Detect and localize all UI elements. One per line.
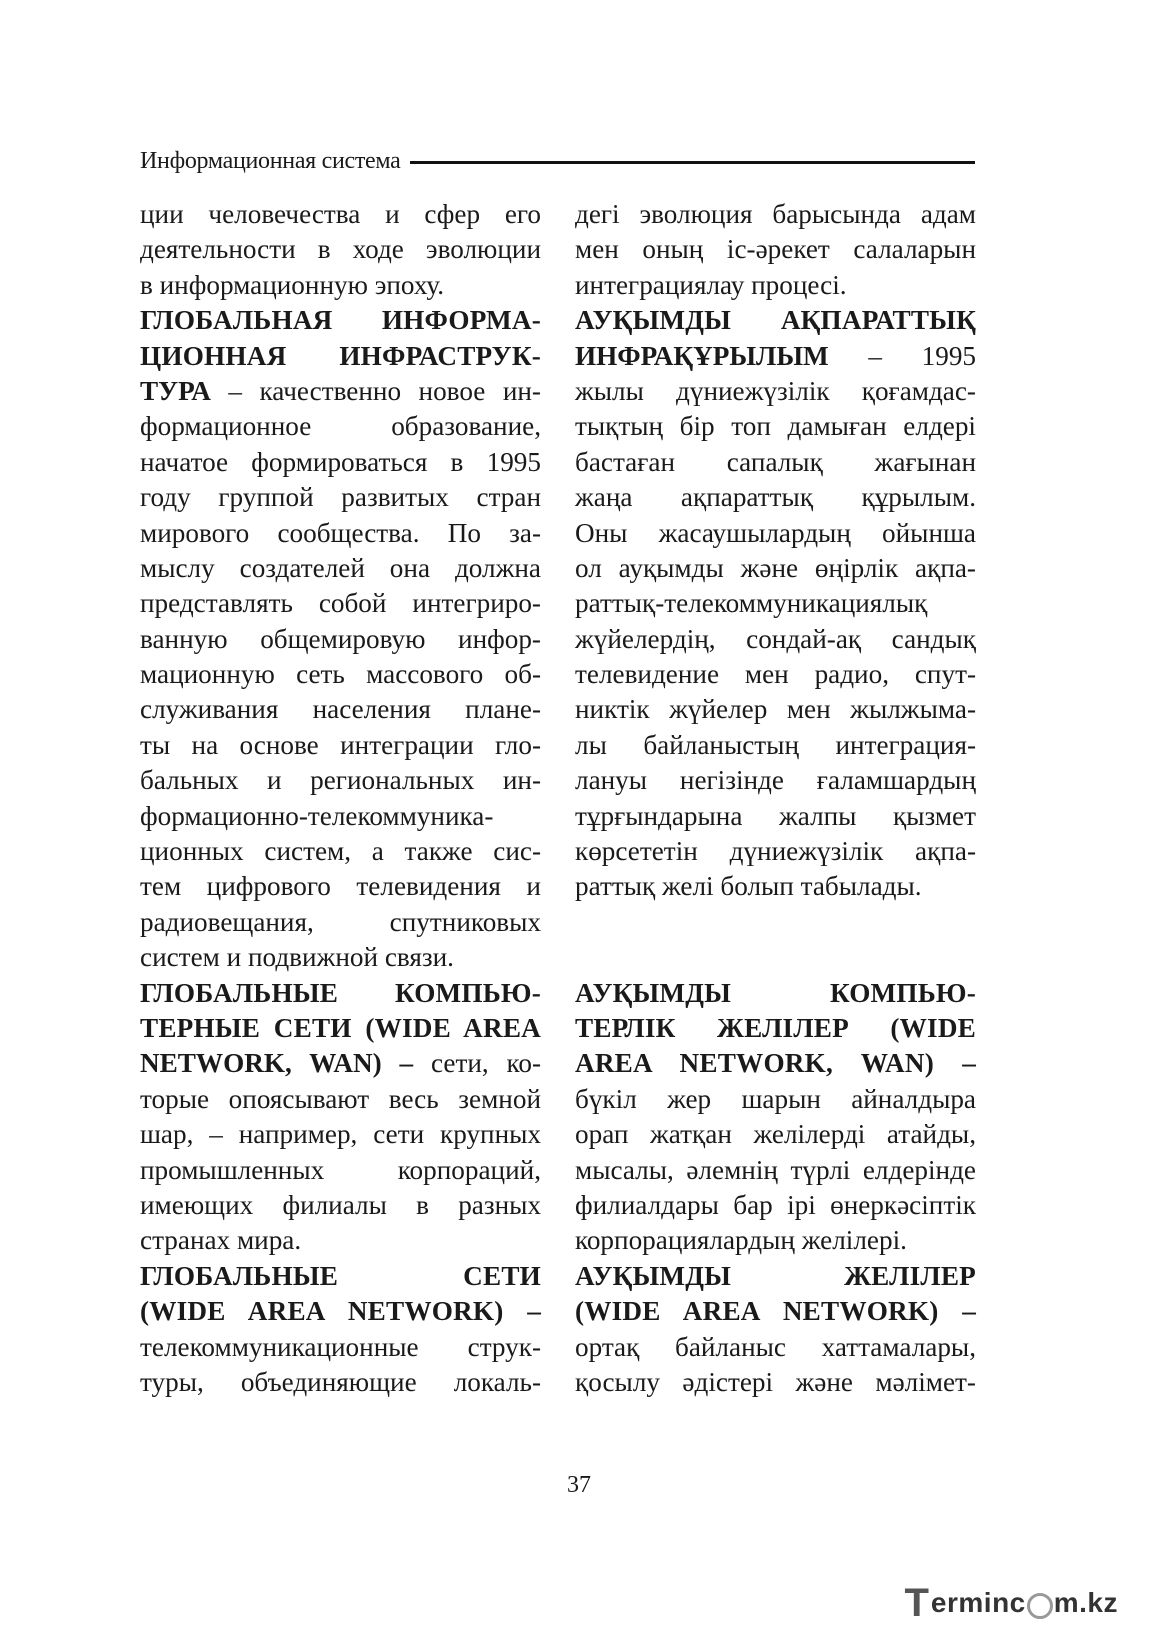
text-line: туры, объединяющие локаль- [140, 1366, 541, 1397]
text-line: телевидение мен радио, спут- [575, 659, 976, 690]
page-number: 37 [567, 1472, 591, 1498]
text-line: тықтың бір топ дамыған елдері [575, 411, 976, 442]
text-line: тұрғындарына жалпы қызмет [575, 800, 976, 831]
text-line: ванную общемировую инфор- [140, 623, 541, 654]
text-line: қосылу әдістері және мәлімет- [575, 1366, 976, 1397]
text-line: көрсететін дүниежүзілік ақпа- [575, 836, 976, 867]
text-line: странах мира. [140, 1225, 302, 1256]
text-line: тем цифрового телевидения и [140, 871, 541, 902]
text-line [140, 1046, 541, 1081]
text-line: шар, – например, сети крупных [140, 1119, 541, 1150]
term-heading: АУҚЫМДЫ КОМПЬЮ- [575, 977, 976, 1008]
definition-text: сети, ко- [413, 1048, 541, 1079]
text-line: бүкіл жер шарын айналдыра [575, 1083, 976, 1114]
text-line: бастаған сапалық жағынан [575, 446, 976, 477]
text-line: формационно-телекоммуника- [140, 800, 494, 831]
text-line: интеграциялау процесі. [575, 269, 847, 300]
text-line: промышленных корпораций, [140, 1154, 541, 1185]
text-line: Оны жасаушылардың ойынша [575, 517, 976, 548]
text-line: мыслу создателей она должна [140, 552, 541, 583]
definition-text: – качественно новое ин- [210, 375, 541, 406]
text-line: имеющих филиалы в разных [140, 1189, 541, 1220]
magnifier-icon [1027, 1593, 1053, 1619]
text-line: мен оның іс-әрекет салаларын [575, 234, 976, 265]
text-line: в информационную эпоху. [140, 269, 445, 300]
text-line: жылы дүниежүзілік қоғамдас- [575, 375, 976, 406]
text-line: мационную сеть массового об- [140, 659, 541, 690]
text-line: орап жатқан желілерді атайды, [575, 1119, 976, 1150]
text-line: мирового сообщества. По за- [140, 517, 541, 548]
term-heading: ЦИОННАЯ ИНФРАСТРУК- [140, 340, 541, 371]
term-heading: ТУРА [140, 375, 211, 406]
text-line [140, 374, 541, 409]
text-line: жүйелердің, сондай-ақ сандық [575, 623, 976, 654]
text-line: филиалдары бар ірі өнеркәсіптік [575, 1189, 976, 1220]
watermark-text-part2: m.kz [1053, 1587, 1118, 1618]
text-line: корпорациялардың желілері. [575, 1225, 907, 1256]
term-heading: (WIDE AREA NETWORK) – [575, 1296, 976, 1327]
text-line: бальных и региональных ин- [140, 765, 541, 796]
watermark-logo [904, 1580, 1118, 1625]
left-column [140, 197, 541, 1400]
text-line: ортақ байланыс хаттамалары, [575, 1331, 976, 1362]
text-line: служивания населения плане- [140, 694, 541, 725]
term-heading: (WIDE AREA NETWORK) – [140, 1296, 541, 1327]
text-line: лы байланыстың интеграция- [575, 729, 976, 760]
term-heading: АУҚЫМДЫ АҚПАРАТТЫҚ [575, 305, 976, 336]
text-line: ционных систем, а также сис- [140, 836, 541, 867]
text-line: ции человечества и сфер его [140, 199, 541, 229]
text-line: систем и подвижной связи. [140, 942, 454, 973]
text-line: никтік жүйелер мен жылжыма- [575, 694, 976, 725]
watermark-letter-t: T [904, 1580, 929, 1625]
text-line: торые опоясывают весь земной [140, 1083, 541, 1114]
term-heading: ТЕРЛІК ЖЕЛІЛЕР (WIDE [575, 1013, 976, 1043]
text-line: жаңа ақпараттық құрылым. [575, 482, 976, 513]
term-heading: ГЛОБАЛЬНЫЕ КОМПЬЮ- [140, 977, 541, 1008]
term-heading: ТЕРНЫЕ СЕТИ (WIDE AREA [140, 1012, 541, 1043]
header-rule [410, 161, 975, 164]
definition-text: – 1995 [828, 340, 976, 371]
text-line: мысалы, әлемнің түрлі елдерінде [575, 1154, 976, 1185]
watermark-text-part1: erminc [930, 1587, 1026, 1618]
text-line: представлять собой интегриро- [140, 588, 541, 619]
term-heading: ГЛОБАЛЬНЫЕ СЕТИ [140, 1260, 541, 1291]
running-header [140, 146, 975, 176]
column-spacer [575, 905, 976, 976]
text-line: ол ауқымды және өңірлік ақпа- [575, 552, 976, 583]
term-heading: AREA NETWORK, WAN) – [575, 1048, 976, 1079]
text-line: дегі эволюция барысында адам [575, 199, 976, 229]
text-line: году группой развитых стран [140, 482, 541, 513]
text-line: раттық желі болып табылады. [575, 871, 922, 902]
text-line [575, 339, 976, 374]
text-line: деятельности в ходе эволюции [140, 234, 541, 265]
text-line: ты на основе интеграции гло- [140, 729, 541, 760]
term-heading: АУҚЫМДЫ ЖЕЛІЛЕР [575, 1260, 976, 1291]
text-line: раттық-телекоммуникациялық [575, 588, 928, 619]
running-header-title: Информационная система [140, 147, 401, 174]
text-line: телекоммуникационные струк- [140, 1331, 541, 1362]
term-heading: ИНФРАҚҰРЫЛЫМ [575, 340, 829, 371]
text-line: формационное образование, [140, 411, 541, 442]
term-heading: ГЛОБАЛЬНАЯ ИНФОРМА- [140, 305, 541, 336]
term-heading: NETWORK, WAN) – [140, 1048, 414, 1079]
text-line: начатое формироваться в 1995 [140, 446, 541, 477]
right-column [575, 197, 976, 1400]
text-line: лануы негізінде ғаламшардың [575, 765, 976, 796]
text-line: радиовещания, спутниковых [140, 906, 541, 937]
